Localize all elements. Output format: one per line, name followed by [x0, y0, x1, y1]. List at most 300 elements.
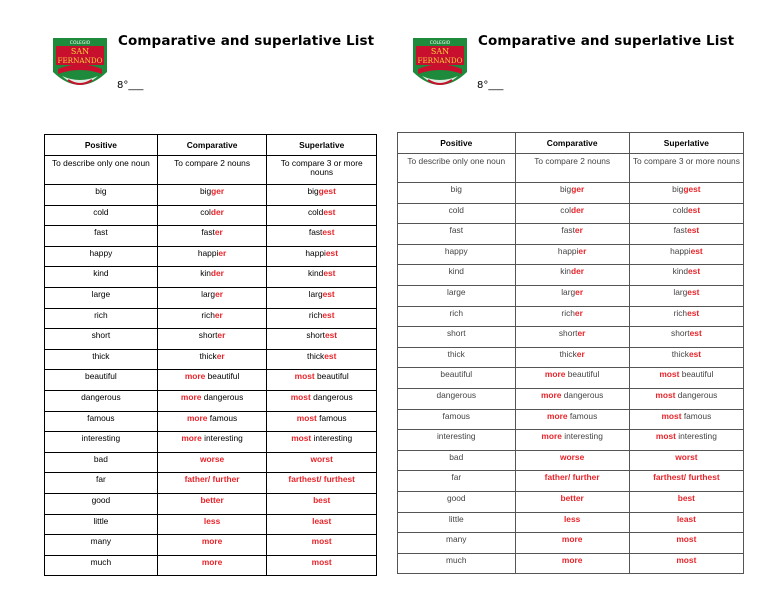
positive-cell: much — [398, 553, 516, 574]
table-row — [45, 246, 377, 267]
superlative-stem: thick — [307, 350, 325, 361]
comparative-cell — [157, 432, 267, 453]
comparative-suffix: ger — [571, 184, 585, 194]
superlative-irregular-form: farthest/ furthest — [653, 472, 720, 483]
table-row — [45, 411, 377, 432]
positive-cell: interesting — [45, 432, 158, 453]
positive-cell: cold — [45, 205, 158, 226]
positive-cell: big — [398, 183, 516, 204]
table-row — [398, 450, 744, 471]
superlative-stem: big — [672, 184, 684, 194]
comparative-cell — [157, 205, 267, 226]
superlative-cell — [267, 185, 377, 206]
table-row — [398, 491, 744, 512]
positive-cell: big — [45, 185, 158, 206]
description-row — [398, 154, 744, 183]
comparative-irregular-form: better — [560, 492, 584, 503]
comparative-suffix: er — [574, 307, 583, 318]
comparative-cell — [515, 450, 629, 471]
svg-text:COLEGIO: COLEGIO — [429, 41, 451, 46]
superlative-stem: rich — [673, 307, 688, 318]
comparative-word: beautiful — [567, 369, 600, 380]
comparative-cell — [515, 409, 629, 430]
table-row — [398, 183, 744, 204]
comparative-irregular-form: more — [561, 554, 583, 565]
table-row — [45, 185, 377, 206]
header-comparative: Comparative — [157, 135, 267, 156]
svg-text:FERNANDO: FERNANDO — [417, 56, 463, 65]
positive-cell: beautiful — [45, 370, 158, 391]
superlative-word: famous — [683, 410, 712, 421]
superlative-irregular-form: least — [312, 515, 332, 526]
svg-text:SAN: SAN — [70, 47, 90, 56]
superlative-irregular-form: least — [676, 513, 696, 524]
comparative-cell — [515, 306, 629, 327]
comparative-prefix: more — [186, 412, 208, 423]
positive-cell: beautiful — [398, 368, 516, 389]
table-row — [45, 535, 377, 556]
positive-cell: interesting — [398, 430, 516, 451]
positive-cell: rich — [398, 306, 516, 327]
comparative-irregular-form: worse — [560, 451, 585, 462]
comparative-cell — [515, 265, 629, 286]
superlative-cell — [629, 327, 743, 348]
comparative-suffix: ger — [211, 186, 225, 196]
comparative-irregular-form: more — [201, 556, 223, 567]
superlative-word: beautiful — [317, 371, 349, 382]
superlative-cell — [629, 224, 743, 245]
superlative-irregular-form: best — [313, 494, 331, 505]
superlative-suffix: est — [688, 348, 702, 359]
comparative-stem: larg — [561, 286, 576, 297]
comparative-prefix: more — [544, 369, 566, 380]
superlative-cell — [267, 432, 377, 453]
superlative-stem: kind — [307, 268, 324, 279]
positive-cell: little — [45, 514, 158, 535]
comparative-cell — [515, 347, 629, 368]
comparative-suffix: er — [578, 245, 587, 256]
positive-cell: fast — [45, 226, 158, 247]
superlative-stem: short — [306, 330, 325, 341]
school-crest-logo — [412, 36, 468, 96]
table-row — [398, 203, 744, 224]
comparative-suffix: er — [214, 309, 223, 320]
worksheet-right — [384, 0, 768, 594]
superlative-stem: larg — [673, 286, 688, 297]
comparative-cell — [515, 224, 629, 245]
comparative-suffix: er — [215, 288, 224, 299]
superlative-suffix: est — [688, 266, 701, 277]
superlative-cell — [629, 553, 743, 574]
comparative-stem: thick — [559, 348, 577, 359]
comparative-stem: happi — [197, 247, 219, 258]
superlative-cell — [267, 246, 377, 267]
table-row — [45, 287, 377, 308]
superlative-suffix: est — [689, 328, 702, 339]
comparative-cell — [515, 388, 629, 409]
superlative-cell — [267, 267, 377, 288]
superlative-cell — [267, 493, 377, 514]
superlative-stem: kind — [672, 266, 688, 277]
positive-cell: bad — [398, 450, 516, 471]
table-row — [45, 493, 377, 514]
positive-cell: much — [45, 555, 158, 576]
superlative-stem: larg — [308, 288, 323, 299]
positive-cell: bad — [45, 452, 158, 473]
comparative-suffix: der — [210, 206, 224, 217]
superlative-cell — [629, 183, 743, 204]
comparative-word: beautiful — [207, 371, 240, 382]
table-row — [45, 308, 377, 329]
comparative-cell — [157, 349, 267, 370]
comparative-stem: rich — [201, 309, 215, 320]
comparative-prefix: more — [180, 391, 202, 402]
page-title: Comparative and superlative List — [118, 33, 375, 49]
comparative-cell — [157, 473, 267, 494]
table-row — [45, 390, 377, 411]
positive-cell: kind — [45, 267, 158, 288]
positive-cell: short — [398, 327, 516, 348]
table-row — [45, 555, 377, 576]
comparative-suffix: er — [574, 225, 583, 236]
superlative-stem: rich — [308, 309, 323, 320]
superlative-cell — [267, 349, 377, 370]
table-row — [45, 226, 377, 247]
comparative-suffix: er — [217, 330, 226, 341]
header-positive: Positive — [45, 135, 158, 156]
comparative-stem: col — [200, 206, 211, 217]
comparative-cell — [515, 327, 629, 348]
header-superlative: Superlative — [267, 135, 377, 156]
comparative-stem: kin — [560, 266, 571, 277]
positive-cell: thick — [398, 347, 516, 368]
positive-cell: dangerous — [398, 388, 516, 409]
superlative-cell — [267, 473, 377, 494]
comparative-cell — [515, 430, 629, 451]
superlative-cell — [267, 535, 377, 556]
positive-cell: happy — [45, 246, 158, 267]
positive-cell: fast — [398, 224, 516, 245]
superlative-prefix: most — [655, 431, 676, 442]
grade-field: 8°___ — [477, 80, 504, 91]
positive-cell: cold — [398, 203, 516, 224]
superlative-cell — [629, 533, 743, 554]
table-header-row — [398, 133, 744, 154]
comparative-cell — [157, 185, 267, 206]
superlative-cell — [629, 244, 743, 265]
superlative-cell — [267, 452, 377, 473]
superlative-prefix: most — [291, 433, 312, 444]
table-row — [398, 388, 744, 409]
table-row — [45, 267, 377, 288]
superlative-cell — [267, 411, 377, 432]
superlative-suffix: est — [690, 245, 703, 256]
comparative-cell — [515, 244, 629, 265]
comparative-cell — [157, 308, 267, 329]
comparative-stem: fast — [201, 227, 215, 238]
comparative-cell — [157, 246, 267, 267]
table-row — [398, 409, 744, 430]
comparative-cell — [157, 514, 267, 535]
school-crest-logo — [52, 36, 108, 96]
superlative-cell — [267, 205, 377, 226]
comparative-cell — [157, 555, 267, 576]
comparative-cell — [157, 226, 267, 247]
comparative-suffix: er — [576, 348, 585, 359]
superlative-suffix: gest — [683, 184, 701, 194]
description-superlative: To compare 3 or more nouns — [629, 154, 743, 183]
comparative-suffix: er — [575, 286, 584, 297]
comparative-cell — [157, 452, 267, 473]
superlative-cell — [629, 306, 743, 327]
superlative-cell — [267, 329, 377, 350]
comparative-cell — [157, 370, 267, 391]
table-row — [398, 224, 744, 245]
comparative-word: dangerous — [563, 389, 604, 400]
comparative-cell — [515, 368, 629, 389]
superlative-cell — [629, 430, 743, 451]
superlative-suffix: est — [688, 204, 701, 215]
comparative-cell — [515, 285, 629, 306]
positive-cell: kind — [398, 265, 516, 286]
comparative-stem: kin — [200, 268, 211, 279]
superlative-cell — [267, 226, 377, 247]
superlative-suffix: est — [323, 206, 336, 217]
superlative-suffix: est — [322, 227, 335, 238]
comparative-cell — [157, 287, 267, 308]
comparative-word: interesting — [204, 433, 243, 444]
superlative-stem: thick — [671, 348, 689, 359]
superlative-prefix: most — [296, 412, 317, 423]
table-header-row — [45, 135, 377, 156]
superlative-cell — [629, 450, 743, 471]
superlative-irregular-form: best — [677, 492, 695, 503]
comparative-suffix: er — [218, 247, 227, 258]
superlative-irregular-form: most — [676, 554, 697, 565]
comparative-stem: col — [560, 204, 571, 215]
description-comparative: To compare 2 nouns — [515, 154, 629, 183]
table-row — [398, 368, 744, 389]
superlative-prefix: most — [290, 391, 311, 402]
comparative-cell — [157, 535, 267, 556]
positive-cell: large — [398, 285, 516, 306]
comparative-suffix: der — [210, 268, 224, 279]
comparative-irregular-form: less — [203, 515, 221, 526]
positive-cell: far — [398, 471, 516, 492]
comparative-cell — [157, 267, 267, 288]
table-row — [45, 205, 377, 226]
table-row — [398, 471, 744, 492]
comparative-stem: happi — [557, 245, 579, 256]
positive-cell: famous — [398, 409, 516, 430]
superlative-prefix: most — [659, 369, 680, 380]
superlative-cell — [267, 514, 377, 535]
table-row — [398, 285, 744, 306]
comparative-cell — [157, 329, 267, 350]
positive-cell: happy — [398, 244, 516, 265]
superlative-cell — [267, 390, 377, 411]
superlative-suffix: est — [687, 307, 700, 318]
comparative-word: interesting — [564, 431, 603, 442]
positive-cell: rich — [45, 308, 158, 329]
superlative-suffix: est — [687, 286, 700, 297]
table-row — [398, 430, 744, 451]
superlative-suffix: est — [324, 350, 337, 361]
header-comparative: Comparative — [515, 133, 629, 154]
superlative-word: dangerous — [677, 389, 718, 400]
superlative-cell — [629, 347, 743, 368]
comparative-stem: thick — [199, 350, 217, 361]
superlative-irregular-form: most — [311, 556, 332, 567]
header-positive: Positive — [398, 133, 516, 154]
comparative-irregular-form: father/ further — [544, 472, 600, 483]
grade-field: 8°___ — [117, 80, 144, 91]
svg-text:COLEGIO: COLEGIO — [69, 41, 91, 46]
comparative-superlative-table — [397, 132, 744, 574]
comparative-suffix: der — [570, 204, 585, 215]
positive-cell: thick — [45, 349, 158, 370]
superlative-stem: cold — [672, 204, 688, 215]
superlative-cell — [267, 555, 377, 576]
comparative-stem: big — [199, 186, 212, 196]
comparative-cell — [157, 390, 267, 411]
superlative-suffix: est — [323, 268, 336, 279]
table-row — [45, 473, 377, 494]
table-row — [398, 553, 744, 574]
comparative-cell — [515, 512, 629, 533]
superlative-suffix: est — [322, 288, 335, 299]
comparative-word: dangerous — [203, 391, 244, 402]
positive-cell: far — [45, 473, 158, 494]
superlative-stem: cold — [307, 206, 324, 217]
superlative-stem: short — [671, 328, 690, 339]
table-row — [398, 512, 744, 533]
comparative-cell — [515, 471, 629, 492]
superlative-suffix: gest — [318, 186, 336, 196]
comparative-prefix: more — [547, 410, 568, 421]
superlative-prefix: most — [661, 410, 682, 421]
comparative-prefix: more — [541, 431, 562, 442]
table-row — [398, 244, 744, 265]
comparative-suffix: der — [570, 266, 585, 277]
superlative-suffix: est — [325, 247, 338, 258]
superlative-stem: fast — [308, 227, 323, 238]
comparative-word: famous — [569, 410, 598, 421]
description-positive: To describe only one noun — [45, 156, 158, 185]
comparative-stem: fast — [561, 225, 575, 236]
comparative-cell — [157, 493, 267, 514]
superlative-cell — [629, 409, 743, 430]
superlative-irregular-form: worst — [310, 453, 333, 464]
superlative-word: interesting — [678, 431, 717, 442]
positive-cell: famous — [45, 411, 158, 432]
superlative-irregular-form: worst — [675, 451, 698, 462]
description-superlative: To compare 3 or more nouns — [267, 156, 377, 185]
superlative-prefix: most — [655, 389, 676, 400]
superlative-cell — [629, 471, 743, 492]
positive-cell: short — [45, 329, 158, 350]
header-superlative: Superlative — [629, 133, 743, 154]
positive-cell: many — [398, 533, 516, 554]
superlative-cell — [629, 265, 743, 286]
comparative-stem: rich — [561, 307, 575, 318]
comparative-cell — [515, 203, 629, 224]
description-row — [45, 156, 377, 185]
table-row — [45, 432, 377, 453]
comparative-cell — [157, 411, 267, 432]
comparative-prefix: more — [181, 433, 202, 444]
comparative-stem: short — [198, 330, 218, 341]
superlative-irregular-form: most — [676, 534, 697, 545]
comparative-irregular-form: father/ further — [184, 474, 240, 485]
superlative-cell — [267, 308, 377, 329]
table-row — [45, 514, 377, 535]
superlative-stem: happi — [305, 247, 326, 258]
comparative-word: famous — [209, 412, 238, 423]
comparative-cell — [515, 533, 629, 554]
table-row — [398, 265, 744, 286]
positive-cell: good — [398, 491, 516, 512]
comparative-superlative-table — [44, 134, 377, 576]
positive-cell: little — [398, 512, 516, 533]
superlative-irregular-form: most — [311, 536, 332, 547]
table-row — [45, 329, 377, 350]
description-comparative: To compare 2 nouns — [157, 156, 267, 185]
superlative-word: dangerous — [313, 391, 353, 402]
positive-cell: dangerous — [45, 390, 158, 411]
positive-cell: good — [45, 493, 158, 514]
comparative-stem: short — [558, 328, 578, 339]
comparative-irregular-form: worse — [199, 453, 225, 464]
comparative-cell — [515, 183, 629, 204]
superlative-cell — [629, 388, 743, 409]
comparative-cell — [515, 553, 629, 574]
superlative-cell — [629, 203, 743, 224]
comparative-stem: big — [560, 184, 572, 194]
description-positive: To describe only one noun — [398, 154, 516, 183]
comparative-irregular-form: less — [563, 513, 581, 524]
positive-cell: large — [45, 287, 158, 308]
table-row — [398, 306, 744, 327]
superlative-cell — [629, 512, 743, 533]
table-row — [398, 533, 744, 554]
superlative-stem: big — [307, 186, 319, 196]
positive-cell: many — [45, 535, 158, 556]
table-row — [45, 349, 377, 370]
superlative-cell — [629, 368, 743, 389]
superlative-word: interesting — [313, 433, 353, 444]
table-row — [398, 347, 744, 368]
superlative-suffix: est — [324, 330, 338, 341]
comparative-prefix: more — [184, 371, 206, 382]
superlative-irregular-form: farthest/ furthest — [288, 474, 355, 485]
svg-text:FERNANDO: FERNANDO — [57, 56, 103, 65]
comparative-irregular-form: more — [561, 534, 583, 545]
table-row — [45, 452, 377, 473]
comparative-prefix: more — [540, 389, 562, 400]
page-title: Comparative and superlative List — [478, 33, 735, 49]
comparative-suffix: er — [214, 227, 223, 238]
superlative-cell — [629, 285, 743, 306]
superlative-suffix: est — [322, 309, 335, 320]
superlative-cell — [267, 287, 377, 308]
superlative-cell — [267, 370, 377, 391]
superlative-stem: happi — [670, 245, 691, 256]
superlative-word: famous — [319, 412, 347, 423]
comparative-cell — [515, 491, 629, 512]
comparative-irregular-form: more — [201, 536, 223, 547]
comparative-suffix: er — [216, 350, 225, 361]
